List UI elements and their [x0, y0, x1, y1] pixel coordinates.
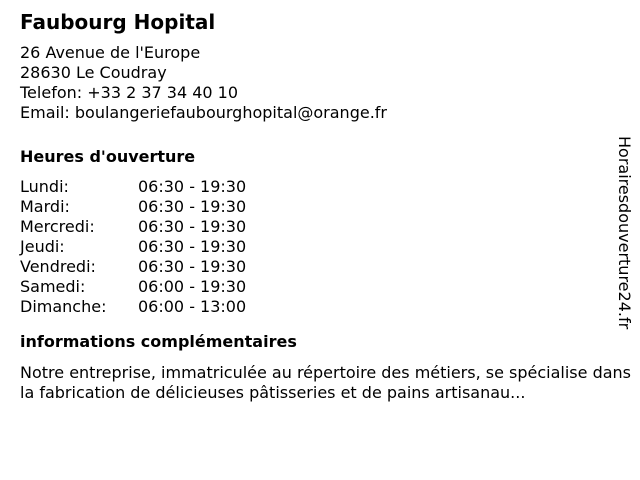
- opening-hours-heading: Heures d'ouverture: [20, 147, 196, 166]
- additional-info-heading: informations complémentaires: [20, 332, 297, 351]
- site-watermark: Horairesdouverture24.fr: [615, 136, 634, 330]
- day-label: Mercredi:: [20, 217, 95, 236]
- day-label: Lundi:: [20, 177, 69, 196]
- hours-row-wednesday: [20, 217, 620, 237]
- time-range: 06:00 - 19:30: [138, 277, 247, 296]
- time-range: 06:30 - 19:30: [138, 217, 247, 236]
- hours-row-friday: [20, 257, 620, 277]
- phone-number: Telefon: +33 2 37 34 40 10: [20, 83, 239, 102]
- business-name: Faubourg Hopital: [20, 10, 216, 34]
- time-range: 06:00 - 13:00: [138, 297, 247, 316]
- hours-row-saturday: [20, 277, 620, 297]
- day-label: Samedi:: [20, 277, 86, 296]
- hours-row-thursday: [20, 237, 620, 257]
- time-range: 06:30 - 19:30: [138, 197, 247, 216]
- time-range: 06:30 - 19:30: [138, 257, 247, 276]
- email-address: Email: boulangeriefaubourghopital@orange.fr: [20, 103, 387, 122]
- hours-row-monday: [20, 177, 620, 197]
- address-city: 28630 Le Coudray: [20, 63, 167, 82]
- day-label: Dimanche:: [20, 297, 107, 316]
- day-label: Jeudi:: [20, 237, 65, 256]
- hours-row-tuesday: [20, 197, 620, 217]
- opening-hours-list: [20, 177, 620, 317]
- hours-row-sunday: [20, 297, 620, 317]
- time-range: 06:30 - 19:30: [138, 237, 247, 256]
- day-label: Vendredi:: [20, 257, 96, 276]
- additional-info-text: Notre entreprise, immatriculée au répertoire des métiers, se spécialise dans la fabrication de délicieuses pâtisseries et de pains artisanau...: [20, 363, 632, 402]
- address-street: 26 Avenue de l'Europe: [20, 43, 201, 62]
- day-label: Mardi:: [20, 197, 70, 216]
- time-range: 06:30 - 19:30: [138, 177, 247, 196]
